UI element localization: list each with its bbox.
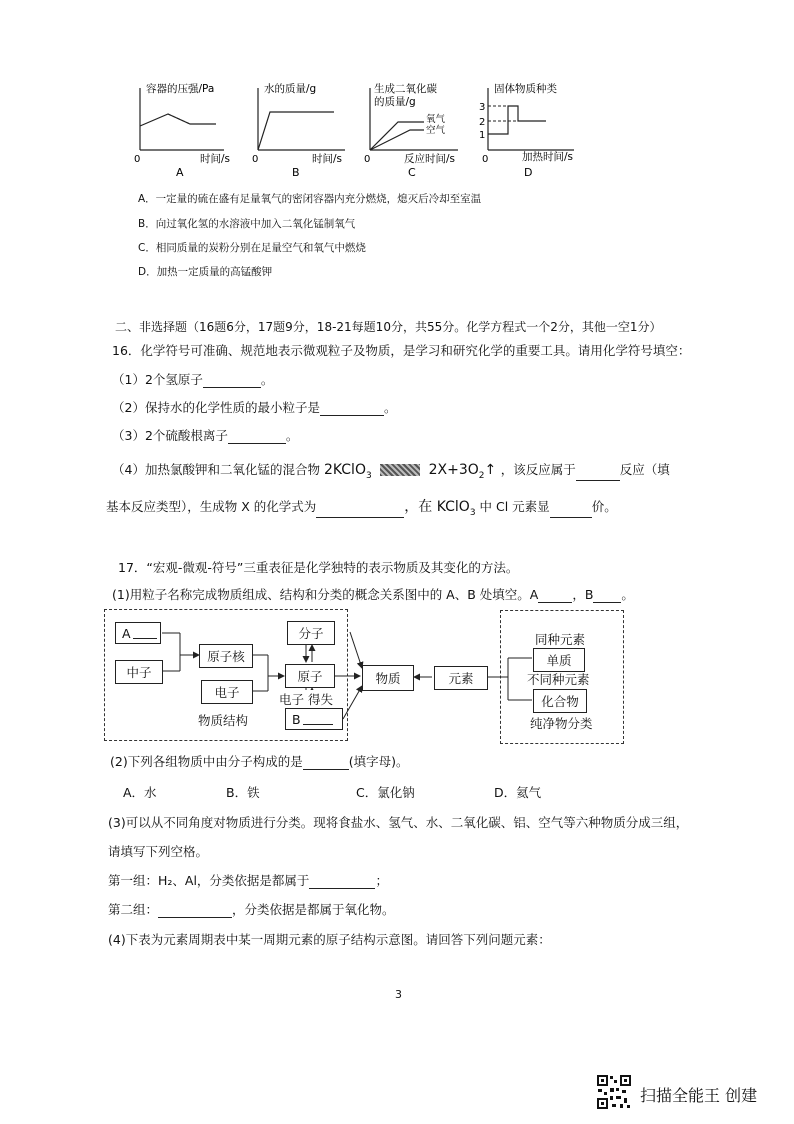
chemical-equation: 2KClO$_3$ $2X+3O_2↑$	[323, 462, 497, 481]
box-matter: 物质	[362, 665, 414, 691]
graph-c-ylabel-1: 生成二氧化碳	[374, 83, 437, 95]
graph-a-origin: 0	[134, 154, 141, 165]
label-electron-gainloss: 电子 得失	[279, 692, 333, 707]
q16-part2-text: （2）保持水的化学性质的最小粒子是	[112, 400, 320, 415]
label-same-element: 同种元素	[535, 632, 586, 647]
box-electron: 电子	[201, 680, 253, 704]
q17-part1: (1)用粒子名称完成物质组成、结构和分类的概念关系图中的 A、B 处填空。A ，B 。	[112, 587, 634, 602]
choice-c: C．氯化钠	[356, 785, 415, 800]
q16-part3: （3）2个硫酸根离子 。	[112, 428, 299, 443]
graph-c-ylabel-2: 的质量/g	[374, 96, 416, 108]
q16-part3-text: （3）2个硫酸根离子	[112, 428, 228, 443]
group-one: 第一组：H₂、Al，分类依据是都属于 ；	[108, 873, 388, 888]
q16-part4-text: （4）加热氯酸钾和二氧化锰的混合物	[112, 462, 320, 477]
page-number: 3	[395, 988, 402, 1001]
q17-part4: (4)下表为元素周期表中某一周期元素的原子结构示意图。请回答下列问题元素：	[108, 932, 551, 947]
q16-part4-line2: 基本反应类型），生成物 X 的化学式为 ，在 KClO$_3$ 中 Cl 元素显 价。	[106, 499, 617, 518]
option-a: A．一定量的硫在盛有足量氧气的密闭容器内充分燃烧，熄灭后冷却至室温	[138, 193, 482, 205]
label-pure-classification: 纯净物分类	[530, 716, 593, 731]
q16-part1-text: （1）2个氢原子	[112, 372, 203, 387]
graph-b-origin: 0	[252, 154, 259, 165]
graph-d-tick-2: 2	[479, 117, 486, 128]
box-atom: 原子	[285, 664, 335, 688]
graph-c-letter: C	[408, 166, 416, 179]
section-heading: 二、非选择题（16题6分，17题9分，18-21每题10分，共55分。化学方程式一个2分，其他一空1分）	[115, 320, 662, 334]
option-d: D．加热一定质量的高锰酸钾	[138, 266, 273, 278]
graph-c-series-1: 氧气	[426, 114, 446, 125]
graph-c-xlabel: 反应时间/s	[404, 153, 456, 165]
box-compound: 化合物	[533, 689, 587, 713]
graph-a-xlabel: 时间/s	[200, 153, 231, 165]
option-b: B．向过氧化氢的水溶液中加入二氧化锰制氧气	[138, 218, 356, 230]
label-structure: 物质结构	[198, 713, 249, 728]
option-c: C．相同质量的炭粉分别在足量空气和氧气中燃烧	[138, 242, 366, 254]
box-a: A	[115, 622, 161, 644]
box-neutron: 中子	[115, 660, 163, 684]
graph-c-origin: 0	[364, 154, 371, 165]
q16-part4-line1: （4）加热氯酸钾和二氧化锰的混合物 2KClO$_3$ $2X+3O_2↑$ ，该反应属于 反应（填	[112, 462, 670, 481]
graph-a-ylabel: 容器的压强/Pa	[146, 83, 215, 95]
box-b: B	[285, 708, 343, 730]
graph-b-xlabel: 时间/s	[312, 153, 343, 165]
q17-blank-3[interactable]	[309, 876, 375, 889]
box-b-blank[interactable]	[303, 714, 333, 725]
q17-blank-4[interactable]	[158, 905, 232, 918]
graph-a-letter: A	[176, 166, 184, 179]
graph-c-series-2: 空气	[426, 125, 446, 136]
graph-b-letter: B	[292, 166, 300, 179]
box-element: 元素	[434, 666, 488, 690]
box-nucleus: 原子核	[199, 644, 253, 668]
graph-d-letter: D	[524, 166, 533, 179]
q17-part3-line2: 请填写下列空格。	[108, 844, 209, 859]
choice-a: A．水	[123, 785, 157, 800]
qr-code-icon	[596, 1074, 632, 1110]
q17-part3-line1: (3)可以从不同角度对物质进行分类。现将食盐水、氢气、水、二氧化碳、铝、空气等六种物质分成三组，	[108, 815, 689, 830]
q17-part2: (2)下列各组物质中由分子构成的是 (填字母)。	[110, 754, 409, 769]
q16-stem: 16．化学符号可准确、规范地表示微观粒子及物质，是学习和研究化学的重要工具。请用化学符号填空：	[112, 343, 691, 358]
graph-d-tick-3: 3	[479, 102, 486, 113]
graph-d-xlabel: 加热时间/s	[522, 151, 574, 163]
q16-part1: （1）2个氢原子 。	[112, 372, 274, 387]
group-two: 第二组： ，分类依据是都属于氧化物。	[108, 902, 395, 917]
choice-b: B．铁	[226, 785, 260, 800]
q17-blank-2[interactable]	[303, 757, 349, 770]
graph-d-ylabel: 固体物质种类	[494, 83, 557, 95]
box-simple-substance: 单质	[533, 648, 585, 672]
watermark-text: 扫描全能王 创建	[640, 1086, 758, 1105]
box-molecule: 分子	[287, 621, 335, 645]
box-a-blank[interactable]	[133, 628, 157, 639]
graph-d-origin: 0	[482, 154, 489, 165]
q17-stem: 17．“宏观-微观-符号”三重表征是化学独特的表示物质及其变化的方法。	[118, 560, 519, 575]
choice-d: D．氦气	[494, 785, 542, 800]
label-different-element: 不同种元素	[527, 672, 590, 687]
q16-part2: （2）保持水的化学性质的最小粒子是 。	[112, 400, 397, 415]
graph-d-tick-1: 1	[479, 130, 486, 141]
graph-b-ylabel: 水的质量/g	[264, 83, 317, 95]
